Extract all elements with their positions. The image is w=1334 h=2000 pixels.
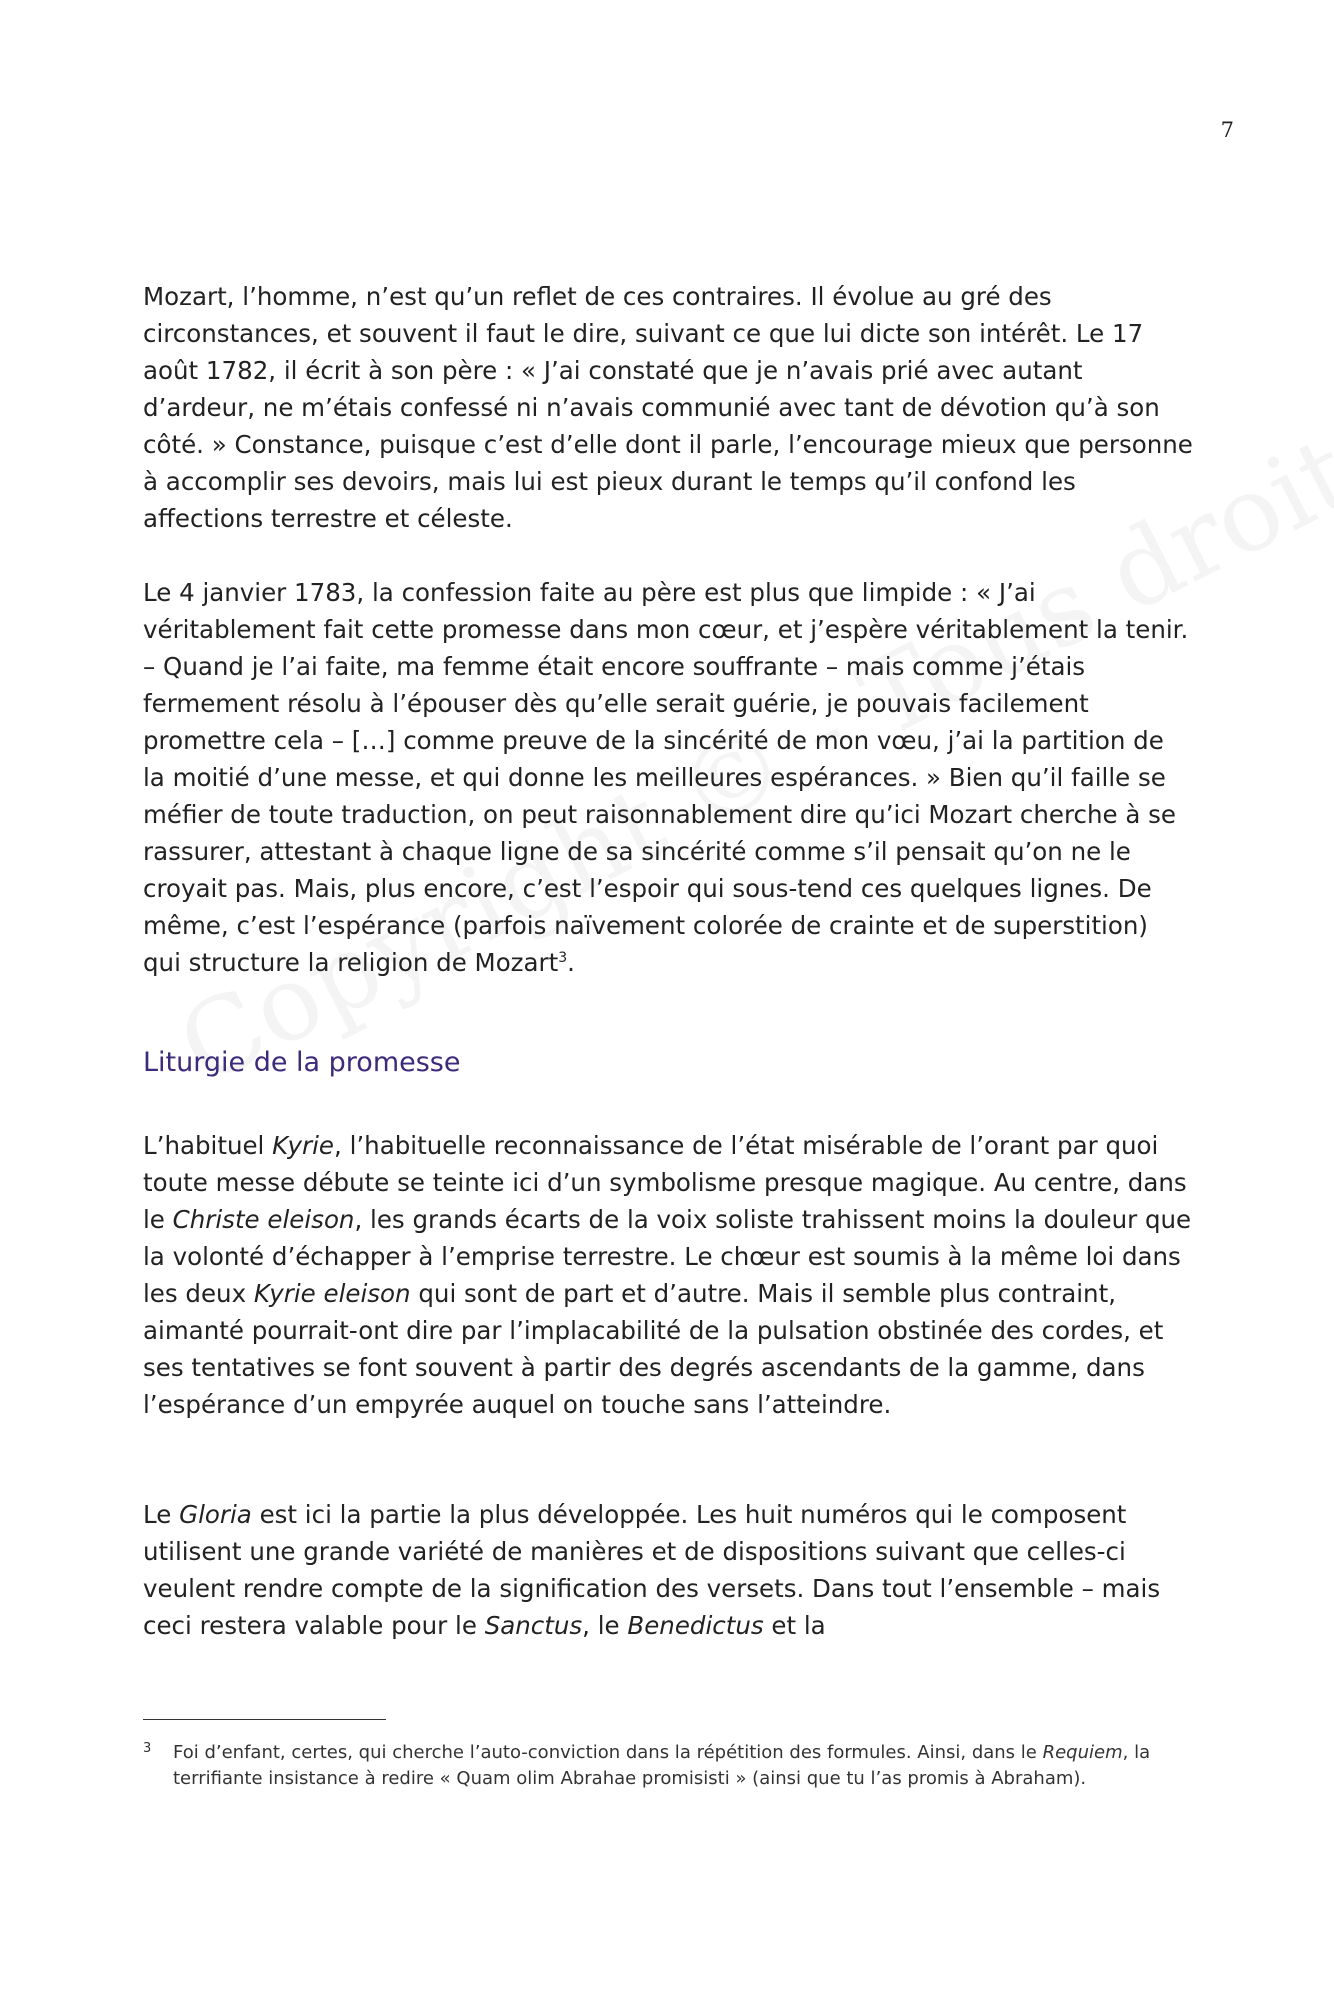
text-span: est ici la partie la plus développée. Les huit numéros qui le composent utilisent une grande variété de manières et de dispositions suivant que celles-ci veulent rendre compte de la signification des versets. Dans tout l’ensemble – mais ceci restera valable pour le bbox=[143, 1500, 1161, 1640]
paragraph-text bbox=[143, 574, 1193, 981]
text-span: L’habituel bbox=[143, 1131, 273, 1160]
footnote bbox=[143, 1740, 1193, 1792]
italic-term-kyrie: Kyrie bbox=[272, 1131, 335, 1160]
paragraph-mozart-contraires bbox=[143, 278, 1193, 537]
footnote-reference[interactable]: 3 bbox=[558, 949, 568, 966]
text-span: Foi d’enfant, certes, qui cherche l’auto-conviction dans la répétition des formules. Ainsi, dans le bbox=[173, 1742, 1043, 1763]
italic-term-sanctus: Sanctus bbox=[484, 1611, 583, 1640]
paragraph-end: . bbox=[567, 948, 575, 977]
paragraph-gloria bbox=[143, 1496, 1193, 1644]
footnote-number: 3 bbox=[143, 1741, 152, 1756]
paragraph-text bbox=[143, 1496, 1193, 1644]
footnote-divider bbox=[143, 1719, 386, 1720]
paragraph-confession-pere bbox=[143, 574, 1193, 981]
paragraph-text-span: Le 4 janvier 1783, la confession faite au père est plus que limpide : « J’ai véritablement fait cette promesse dans mon cœur, et j’espère véritablement la tenir. – Quand je l’ai faite, ma femme était encore souffrante – mais comme j’étais fermement résolu à l’épouser dès qu’elle serait guérie, je pouvais facilement promettre cela – […] comme preuve de la sincérité de mon vœu, j’ai la partition de la moitié d’une messe, et qui donne les meilleures espérances. » Bien qu’il faille se méfier de toute traduction, on peut raisonnablement dire qu’ici Mozart cherche à se rassurer, attestant à chaque ligne de sa sincérité comme s’il pensait qu’on ne le croyait pas. Mais, plus encore, c’est l’espoir qui sous-tend ces quelques lignes. De même, c’est l’espérance (parfois naïvement colorée de crainte et de superstition) qui structure la religion de Mozart bbox=[143, 578, 1189, 977]
text-span: qui sont de part et d’autre. Mais il semble plus contraint, aimanté pourrait-ont dire par l’implacabilité de la pulsation obstinée des cordes, et ses tentatives se font souvent à partir des degrés ascendants de la gamme, dans l’espérance d’un empyrée auquel on touche sans l’atteindre. bbox=[143, 1279, 1164, 1419]
footnote-text bbox=[173, 1740, 1193, 1792]
text-span: et la bbox=[763, 1611, 826, 1640]
italic-term-requiem: Requiem bbox=[1042, 1742, 1123, 1763]
text-span: , les grands écarts de la voix soliste trahissent moins la douleur que la volonté d’échapper à l’emprise terrestre. Le chœur est soumis à la même loi dans les deux bbox=[143, 1205, 1192, 1308]
italic-term-kyrie-eleison: Kyrie eleison bbox=[253, 1279, 411, 1308]
paragraph-text bbox=[143, 1127, 1193, 1423]
page-number: 7 bbox=[1220, 118, 1234, 142]
italic-term-gloria: Gloria bbox=[179, 1500, 252, 1529]
italic-term-christe-eleison: Christe eleison bbox=[172, 1205, 355, 1234]
text-span: , l’habituelle reconnaissance de l’état misérable de l’orant par quoi toute messe débute se teinte ici d’un symbolisme presque magique. Au centre, dans le bbox=[143, 1131, 1187, 1234]
paragraph-kyrie bbox=[143, 1127, 1193, 1423]
text-span: Le bbox=[143, 1500, 180, 1529]
text-span: , la terrifiante insistance à redire « Quam olim Abrahae promisisti » (ainsi que tu l’as promis à Abraham). bbox=[173, 1742, 1151, 1789]
text-span: , le bbox=[582, 1611, 628, 1640]
paragraph-text: Mozart, l’homme, n’est qu’un reflet de ces contraires. Il évolue au gré des circonstances, et souvent il faut le dire, suivant ce que lui dicte son intérêt. Le 17 août 1782, il écrit à son père : « J’ai constaté que je n’avais prié avec autant d’ardeur, ne m’étais confessé ni n’avais communié avec tant de dévotion qu’à son côté. » Constance, puisque c’est d’elle dont il parle, l’encourage mieux que personne à accomplir ses devoirs, mais lui est pieux durant le temps qu’il confond les affections terrestre et céleste. bbox=[143, 282, 1193, 533]
italic-term-benedictus: Benedictus bbox=[627, 1611, 764, 1640]
section-heading: Liturgie de la promesse bbox=[143, 1047, 461, 1078]
